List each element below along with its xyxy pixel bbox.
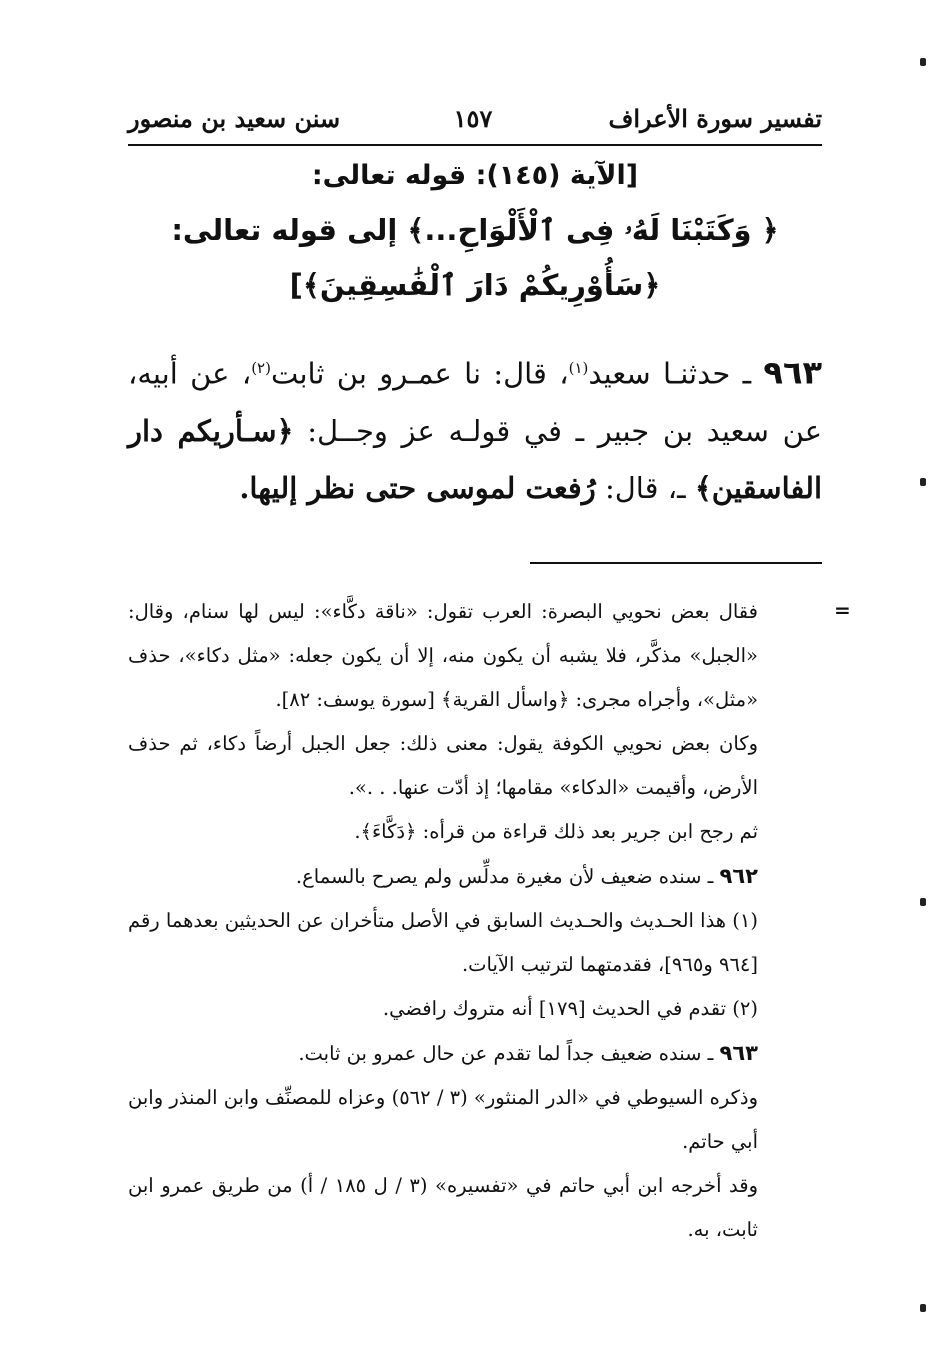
note-paragraph-4: وذكره السيوطي في «الدر المنثور» (٣ / ٥٦٢) وعزاه للمصنِّف وابن المنذر وابن أبي حاتم. <box>128 1086 758 1153</box>
scan-mark <box>920 478 926 486</box>
hadith-963 <box>128 340 822 517</box>
scan-mark <box>920 58 926 66</box>
hadith-text-2: ، قال: نا عمـرو بن ثابت <box>270 356 569 391</box>
hadith-dash: ـ <box>730 356 764 391</box>
note-963 <box>128 1031 822 1076</box>
note-962-number: ٩٦٢ <box>719 864 758 888</box>
note-paragraph-3: ثم رجح ابن جرير بعد ذلك قراءة من قرأه: ﴿دَكَّاءَ﴾. <box>354 820 758 843</box>
scan-mark <box>920 898 926 906</box>
continuation-mark: = <box>834 598 851 622</box>
footnote-ref-1: (١) <box>568 359 589 377</box>
ayah-heading-line-1: [الآية (١٤٥): قوله تعالى: <box>311 160 639 191</box>
running-header <box>128 96 822 146</box>
note-963-text: ـ سنده ضعيف جداً لما تقدم عن حال عمرو بن ثابت. <box>298 1042 720 1065</box>
ayah-heading-line-3: ﴿سَأُوْرِيكُمْ دَارَ ٱلْفَٰسِقِينَ﴾] <box>289 268 661 302</box>
hadith-number: ٩٦٣ <box>763 353 822 392</box>
ayah-heading-line-2: ﴿ وَكَتَبْنَا لَهُۥ فِى ٱلْأَلْوَاحِ...﴾ إلى قوله تعالى: <box>171 213 779 247</box>
note-963-number: ٩٦٣ <box>719 1041 758 1065</box>
hadith-text-1: حدثنـا سعيد <box>588 356 731 391</box>
footnote-2: (٢) تقدم في الحديث [١٧٩] أنه متروك رافضي. <box>382 997 758 1020</box>
scan-mark <box>920 1304 926 1312</box>
page-number: ١٥٧ <box>453 104 493 133</box>
footnote-1: (١) هذا الحـديث والحـديث السابق في الأصل متأخران عن الحديثين بعدهما رقم [٩٦٤ و٩٦٥]، فقدمتهما لترتيب الآيات. <box>128 909 758 976</box>
note-paragraph-2: وكان بعض نحويي الكوفة يقول: معنى ذلك: جعل الجبل أرضاً دكاء، ثم حذف الأرض، وأقيمت «الدكاء» مقامها؛ إذ أدّت عنها. . .». <box>128 732 758 799</box>
quran-quote: ﴿سـأريكم دار الفاسقين﴾ <box>128 413 822 505</box>
surah-title: تفسير سورة الأعراف <box>608 104 822 133</box>
hadith-statement: رُفعت لموسى حتى نظر إليها. <box>239 470 596 505</box>
note-paragraph-5: وقد أخرجه ابن أبي حاتم في «تفسيره» (٣ / ل ١٨٥ / أ) من طريق عمرو ابن ثابت، به. <box>128 1174 758 1241</box>
note-962 <box>128 854 822 899</box>
book-title: سنن سعيد بن منصور <box>128 104 341 133</box>
hadith-text-4: ـ، قال: <box>595 470 695 505</box>
note-962-text: ـ سنده ضعيف لأن مغيرة مدلِّس ولم يصرح بالسماع. <box>295 865 720 888</box>
hadith-text-3: ، عن أبيه، عن سعيد بن جبير ـ في قولـه عز وجــل: <box>128 356 822 448</box>
note-paragraph-1: فقال بعض نحويي البصرة: العرب تقول: «ناقة دكَّاء»: ليس لها سنام، وقال: «الجبل» مذكَّر، فلا يشبه أن يكون منه، إلا أن يكون جعله: «مثل دكاء»، حذف «مثل»، وأجراه مجرى: ﴿واسأل القرية﴾ [سورة يوسف: ٨٢]. <box>128 600 758 711</box>
footnote-divider <box>530 562 822 564</box>
footnotes <box>128 590 822 1252</box>
footnote-ref-2: (٢) <box>251 359 271 377</box>
